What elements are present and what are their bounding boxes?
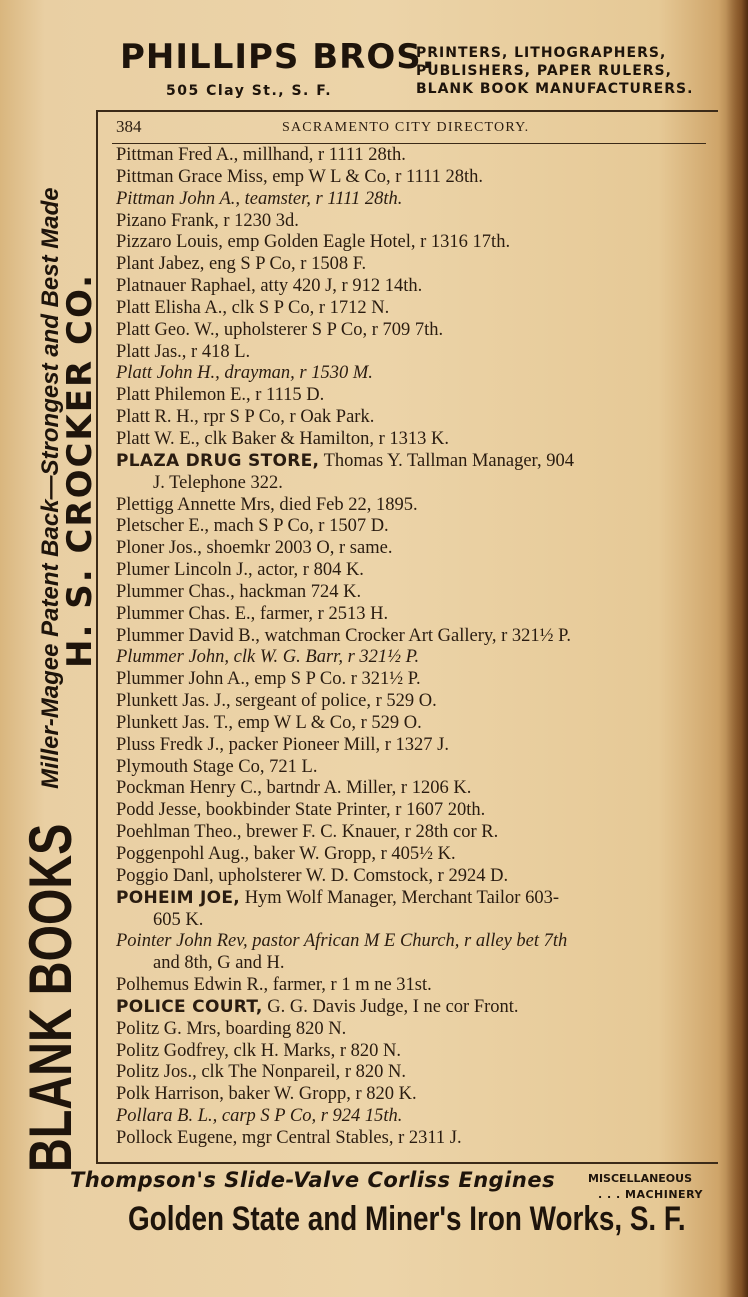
directory-entry-text: Plettigg Annette Mrs, died Feb 22, 1895. (116, 494, 418, 515)
directory-entry-text: Plumer Lincoln J., actor, r 804 K. (116, 560, 364, 581)
directory-entry-text: Pletscher E., mach S P Co, r 1507 D. (116, 516, 389, 537)
directory-entry-text: Poehlman Theo., brewer F. C. Knauer, r 28th cor R. (116, 822, 499, 843)
footer-ad-misc (588, 1171, 703, 1203)
directory-entry-text: Platt Jas., r 418 L. (116, 341, 251, 362)
header-ad-trade-line: BLANK BOOK MANUFACTURERS. (416, 81, 694, 97)
directory-entry-text: Politz G. Mrs, boarding 820 N. (116, 1018, 347, 1039)
directory-entry (116, 342, 716, 364)
frame-bottom-rule (96, 1162, 718, 1164)
directory-entry (116, 538, 716, 560)
directory-entry-text: Pittman Fred A., millhand, r 1111 28th. (116, 145, 406, 165)
directory-entry-text: Pizano Frank, r 1230 3d. (116, 210, 299, 231)
directory-entry-text: Pointer John Rev, pastor African M E Church, r alley bet 7th (116, 931, 568, 952)
directory-entry-text: Ploner Jos., shoemkr 2003 O, r same. (116, 538, 393, 559)
directory-entry-text: Pluss Fredk J., packer Pioneer Mill, r 1327 J. (116, 734, 449, 755)
directory-entry (116, 495, 716, 517)
directory-entry (116, 276, 716, 298)
directory-entry (116, 363, 716, 385)
directory-entry-text: Pittman John A., teamster, r 1111 28th. (116, 188, 403, 209)
directory-entry (116, 910, 716, 932)
directory-entry-bold-name: PLAZA DRUG STORE, (116, 450, 320, 471)
directory-entry-text: G. G. Davis Judge, I ne cor Front. (262, 996, 519, 1017)
directory-entry (116, 713, 716, 735)
frame-top-rule (96, 110, 718, 112)
page-number: 384 (116, 117, 142, 136)
directory-entry-text: Polhemus Edwin R., farmer, r 1 m ne 31st. (116, 975, 432, 996)
footer-ad-misc-line: MISCELLANEOUS (588, 1172, 693, 1185)
running-head: SACRAMENTO CITY DIRECTORY. (282, 120, 530, 135)
directory-entry (116, 647, 716, 669)
footer-ad-misc-line: . . . MACHINERY (598, 1188, 703, 1201)
footer-ad-engines: Thompson's Slide-Valve Corliss Engines (70, 1168, 556, 1192)
header-ad-trade-line: PUBLISHERS, PAPER RULERS, (416, 63, 672, 79)
directory-entry-bold-name: POLICE COURT, (116, 996, 263, 1017)
directory-entry-text: Podd Jesse, bookbinder State Printer, r 1607 20th. (116, 800, 486, 821)
directory-entry (116, 931, 716, 953)
directory-entry (116, 626, 716, 648)
directory-entry (116, 320, 716, 342)
directory-entry-text: Platt Philemon E., r 1115 D. (116, 385, 325, 406)
side-ad-blank-books-tagline: Miller-Magee Patent Back—Strongest and Best Made (36, 187, 64, 789)
directory-entry-text: 605 K. (153, 909, 204, 930)
directory-entry-text: Platt W. E., clk Baker & Hamilton, r 1313 K. (116, 428, 449, 449)
directory-entry-text: Pollara B. L., carp S P Co, r 924 15th. (116, 1106, 403, 1127)
directory-entry (116, 757, 716, 779)
footer-ad-iron-works: Golden State and Miner's Iron Works, S. F. (128, 1200, 686, 1238)
header-ad-brand: PHILLIPS BROS. (120, 37, 436, 77)
directory-entry (116, 888, 716, 910)
directory-entry-text: Pockman Henry C., bartndr A. Miller, r 1206 K. (116, 778, 472, 799)
directory-entry-text: Politz Godfrey, clk H. Marks, r 820 N. (116, 1040, 401, 1061)
directory-entry (116, 189, 716, 211)
directory-entry (116, 669, 716, 691)
directory-entry-text: Polk Harrison, baker W. Gropp, r 820 K. (116, 1084, 417, 1105)
directory-entry (116, 1019, 716, 1041)
directory-entry-text: Platnauer Raphael, atty 420 J, r 912 14th. (116, 276, 423, 297)
directory-entry (116, 145, 716, 167)
directory-entry (116, 385, 716, 407)
directory-entry (116, 1106, 716, 1128)
directory-entry (116, 429, 716, 451)
directory-entry (116, 451, 716, 473)
header-ad-trades (416, 44, 716, 98)
directory-entries (116, 145, 716, 1150)
directory-entry-text: Platt John H., drayman, r 1530 M. (116, 363, 373, 384)
directory-entry (116, 735, 716, 757)
directory-entry (116, 997, 716, 1019)
directory-entry-text: Plummer John A., emp S P Co. r 321½ P. (116, 669, 421, 690)
directory-entry-text: Pizzaro Louis, emp Golden Eagle Hotel, r 1316 17th. (116, 232, 511, 253)
directory-entry-text: Plummer David B., watchman Crocker Art Gallery, r 321½ P. (116, 625, 572, 646)
directory-entry (116, 254, 716, 276)
directory-entry (116, 778, 716, 800)
directory-entry-text: Plummer John, clk W. G. Barr, r 321½ P. (116, 647, 420, 668)
directory-entry (116, 866, 716, 888)
directory-entry-text: Hym Wolf Manager, Merchant Tailor 603- (240, 887, 560, 908)
directory-entry (116, 604, 716, 626)
directory-entry-text: Pollock Eugene, mgr Central Stables, r 2311 J. (116, 1127, 462, 1148)
directory-entry-text: Politz Jos., clk The Nonpareil, r 820 N. (116, 1062, 406, 1083)
directory-entry-text: Plunkett Jas. J., sergeant of police, r 529 O. (116, 691, 437, 712)
directory-entry (116, 1062, 716, 1084)
directory-entry-text: Plummer Chas. E., farmer, r 2513 H. (116, 603, 389, 624)
directory-entry (116, 473, 716, 495)
directory-entry (116, 407, 716, 429)
directory-entry (116, 516, 716, 538)
directory-entry (116, 975, 716, 997)
directory-entry-bold-name: POHEIM JOE, (116, 887, 241, 908)
directory-entry-text: Platt R. H., rpr S P Co, r Oak Park. (116, 407, 375, 428)
page-edge-shadow (726, 0, 748, 1297)
directory-entry-text: Plummer Chas., hackman 724 K. (116, 581, 362, 602)
directory-entry (116, 298, 716, 320)
directory-entry (116, 844, 716, 866)
directory-entry-text: Plant Jabez, eng S P Co, r 1508 F. (116, 254, 367, 275)
directory-entry-text: Plunkett Jas. T., emp W L & Co, r 529 O. (116, 712, 422, 733)
directory-entry (116, 691, 716, 713)
directory-entry (116, 167, 716, 189)
directory-entry-text: Thomas Y. Tallman Manager, 904 (319, 450, 574, 471)
directory-entry-text: Poggio Danl, upholsterer W. D. Comstock, r 2924 D. (116, 865, 509, 886)
directory-entry (116, 1128, 716, 1150)
directory-entry (116, 582, 716, 604)
header-ad-trade-line: PRINTERS, LITHOGRAPHERS, (416, 45, 667, 61)
directory-entry-text: Platt Elisha A., clk S P Co, r 1712 N. (116, 297, 390, 318)
directory-entry-text: Pittman Grace Miss, emp W L & Co, r 1111 28th. (116, 166, 484, 187)
directory-entry (116, 1041, 716, 1063)
directory-entry-text: Poggenpohl Aug., baker W. Gropp, r 405½ K. (116, 844, 456, 864)
side-ad-blank-books-title: BLANK BOOKS (17, 823, 84, 1172)
directory-entry-text: and 8th, G and H. (153, 953, 285, 974)
directory-entry (116, 560, 716, 582)
directory-entry (116, 822, 716, 844)
side-ad-crocker: H. S. CROCKER CO. (60, 272, 100, 668)
directory-entry (116, 211, 716, 233)
header-ad-address: 505 Clay St., S. F. (166, 83, 333, 99)
running-head-rule (112, 143, 706, 144)
directory-entry (116, 800, 716, 822)
directory-entry-text: Plymouth Stage Co, 721 L. (116, 756, 318, 777)
directory-entry-text: Platt Geo. W., upholsterer S P Co, r 709 7th. (116, 319, 444, 340)
directory-entry (116, 953, 716, 975)
directory-entry-text: J. Telephone 322. (153, 472, 283, 493)
directory-entry (116, 1084, 716, 1106)
directory-entry (116, 232, 716, 254)
